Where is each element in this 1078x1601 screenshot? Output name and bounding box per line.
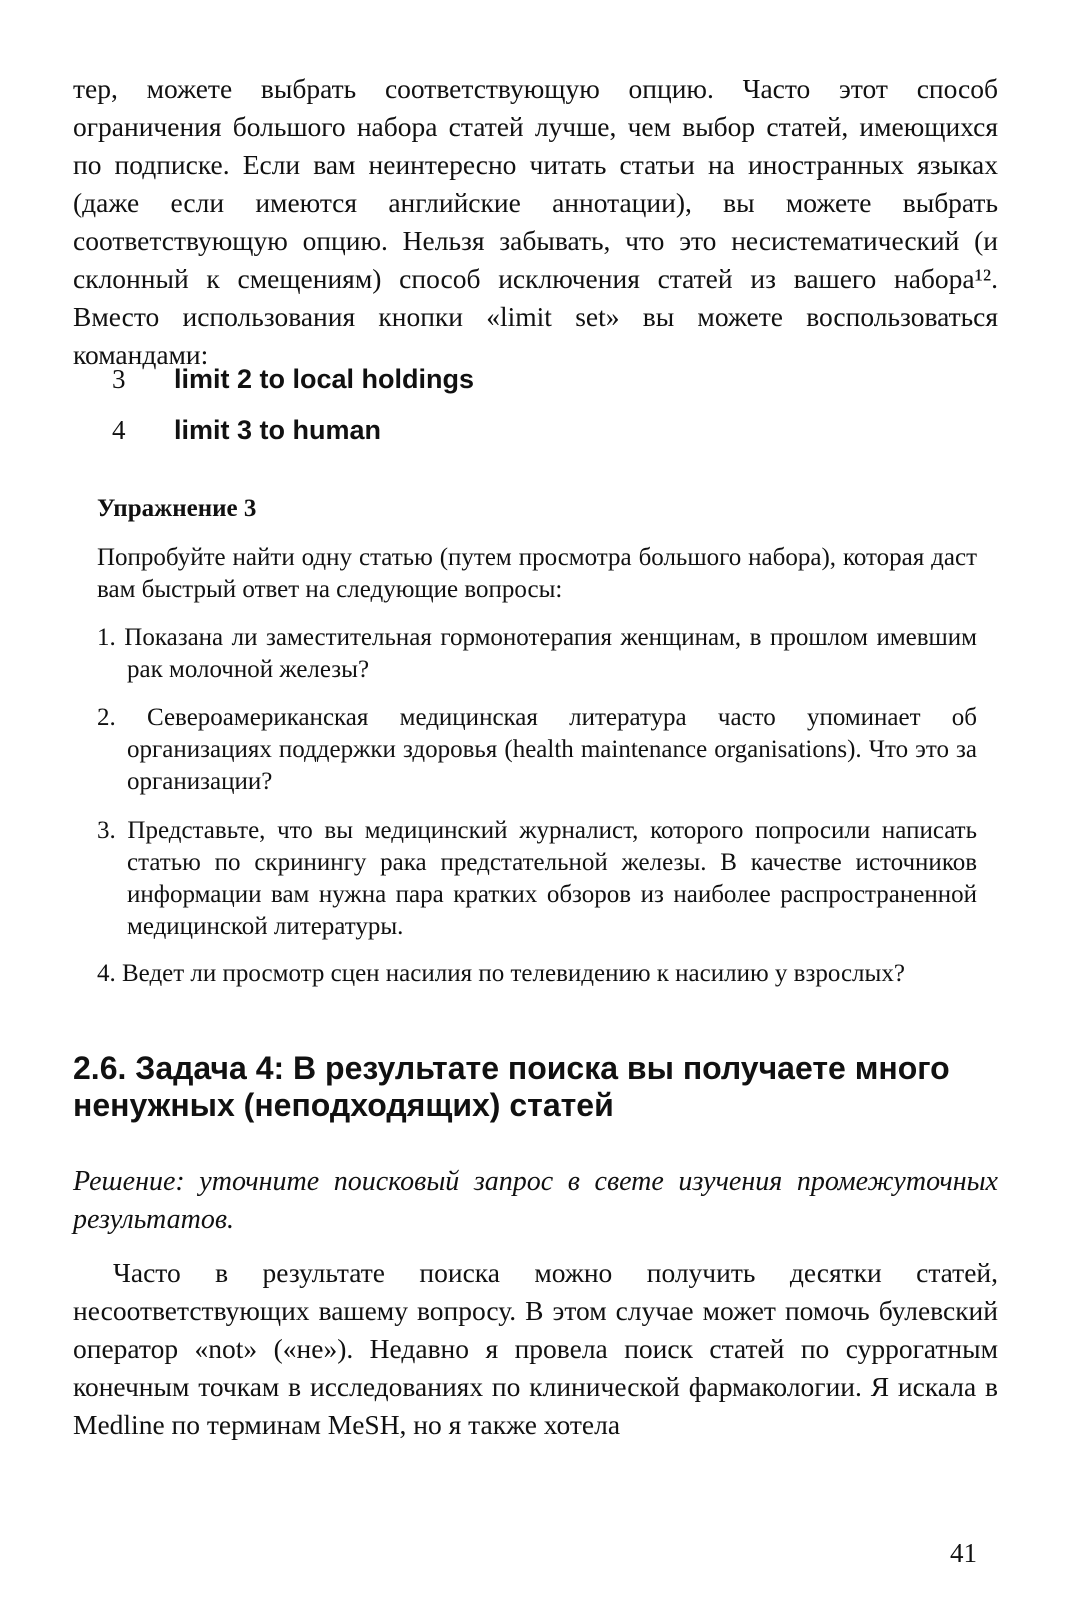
solution-text: Решение: уточните поисковый запрос в свете изучения промежуточных результатов. bbox=[73, 1166, 998, 1235]
command-line bbox=[112, 413, 381, 447]
command-text: limit 3 to human bbox=[174, 415, 382, 445]
exercise-question: 2. Североамериканская медицинская литература часто упоминает об организациях поддержки здоровья (health maintenance organisations). Что это за организации? bbox=[97, 704, 977, 795]
command-line bbox=[112, 362, 474, 396]
command-number: 3 bbox=[112, 364, 126, 394]
command-text: limit 2 to local holdings bbox=[174, 364, 475, 394]
page-number: 41 bbox=[950, 1538, 977, 1568]
exercise-question: 3. Представьте, что вы медицинский журналист, которого попросили написать статью по скринингу рака предстательной железы. В качестве источников информации вам нужна пара кратких обзоров из наиболее распространенной медицинской литературы. bbox=[97, 817, 977, 940]
exercise-question: 4. Ведет ли просмотр сцен насилия по телевидению к насилию у взрослых? bbox=[97, 960, 905, 987]
exercise-intro: Попробуйте найти одну статью (путем просмотра большого набора), которая даст вам быстрый ответ на следующие вопросы: bbox=[97, 544, 977, 603]
exercise-title: Упражнение 3 bbox=[97, 495, 257, 522]
exercise-question: 1. Показана ли заместительная гормонотерапия женщинам, в прошлом имевшим рак молочной железы? bbox=[97, 624, 977, 683]
paragraph-top: тер, можете выбрать соответствующую опцию. Часто этот способ ограничения большого набора статей лучше, чем выбор статей, имеющихся по подписке. Если вам неинтересно читать статьи на иностранных языках (даже если имеются английские аннотации), вы можете выбрать соответствующую опцию. Нельзя забывать, что это несистематический (и склонный к смещениям) способ исключения статей из вашего набора¹². Вместо использования кнопки «limit set» вы можете воспользоваться командами: bbox=[73, 73, 998, 370]
command-number: 4 bbox=[112, 415, 126, 445]
section-heading: 2.6. Задача 4: В результате поиска вы получаете много ненужных (неподходящих) статей bbox=[73, 1050, 950, 1123]
paragraph-bottom: Часто в результате поиска можно получить десятки статей, несоответствующих вашему вопросу. В этом случае может помочь булевский оператор «not» («не»). Недавно я провела поиск статей по суррогатным конечным точкам в исследованиях по клинической фармакологии. Я искала в Medline по терминам MeSH, но я также хотела bbox=[73, 1257, 998, 1440]
